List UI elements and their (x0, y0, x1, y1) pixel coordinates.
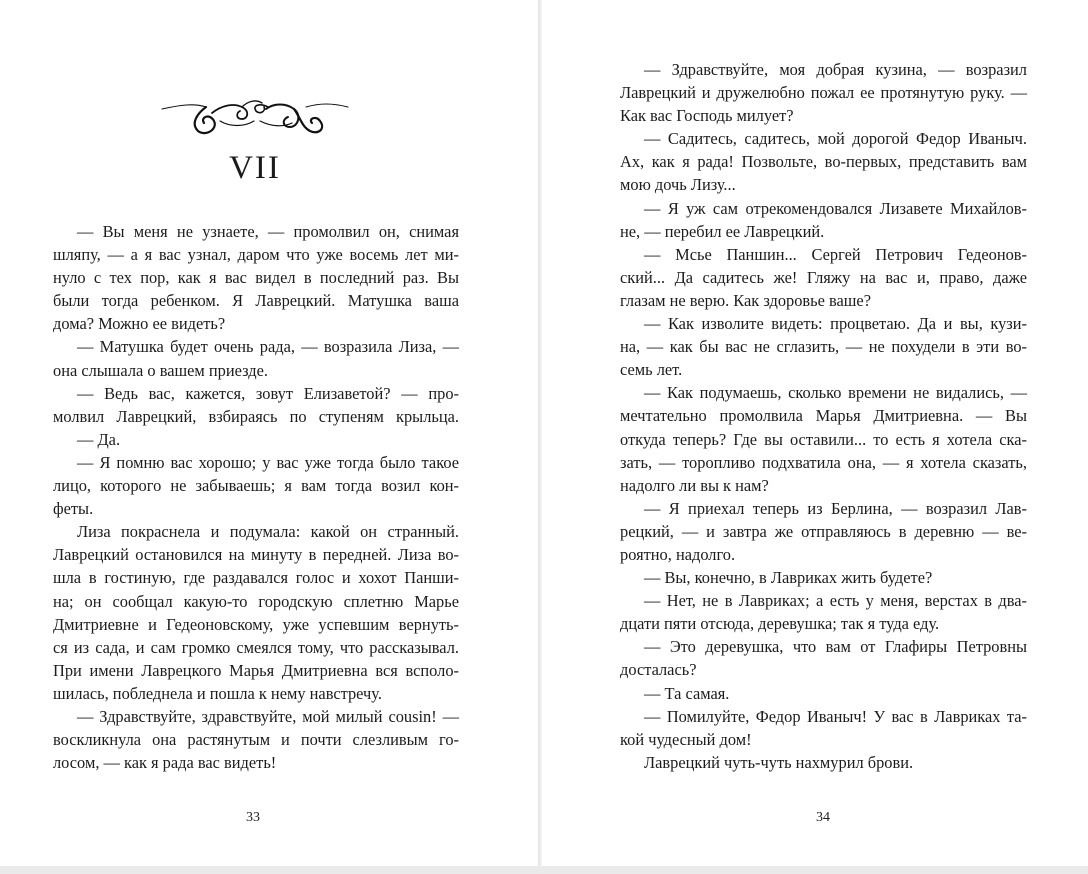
text-line: феты. (53, 499, 94, 519)
text-line: мою дочь Лизу... (620, 175, 736, 195)
text-line: — Помилуйте, Федор Иваныч! У вас в Лавриках та- (644, 706, 1027, 726)
text-line: — Вы, конечно, в Лавриках жить будете? (644, 568, 933, 588)
text-line: — Садитесь, садитесь, мой дорогой Федор Иваныч. (644, 129, 1027, 149)
text-line: — Ведь вас, кажется, зовут Елизаветой? — про- (77, 383, 459, 403)
text-line: глазам не верю. Как здоровье ваше? (620, 290, 871, 310)
text-line: шляпу, — а я вас узнал, даром что уже восемь лет ми- (53, 245, 459, 265)
text-line: шилась, побледнела и пошла к нему навстречу. (53, 683, 382, 703)
right-page (542, 0, 1088, 868)
text-line: лосом, — как я рада вас видеть! (53, 753, 277, 773)
text-line: дома? Можно ее видеть? (53, 314, 226, 334)
text-line: — Это деревушка, что вам от Глафиры Петровны (644, 637, 1027, 657)
right-page-text (620, 58, 1027, 774)
text-line: роятно, надолго. (620, 544, 736, 564)
text-line: — Здравствуйте, моя добрая кузина, — возразил (644, 60, 1027, 79)
page-bottom-shade (0, 866, 1088, 874)
text-line: — Мсье Паншин... Сергей Петрович Гедеонов- (644, 244, 1027, 264)
text-line: она слышала о вашем приезде. (53, 360, 268, 380)
text-line: зать, — торопливо подхватила она, — я хотела сказать, (620, 452, 1027, 472)
text-line: — Та самая. (644, 683, 730, 703)
text-line: дцати пяти отсюда, деревушка; так я туда еду. (620, 614, 940, 634)
text-line: молвил Лаврецкий, взбираясь по ступеням крыльца. (53, 406, 459, 426)
left-page (0, 0, 538, 868)
chapter-ornament-icon (160, 93, 350, 138)
text-line: — Матушка будет очень рада, — возразила Лиза, — (77, 337, 459, 357)
text-line: — Нет, не в Лавриках; а есть у меня, верстах в два- (644, 591, 1027, 611)
text-line: на; он сообщал какую-то городскую сплетню Марье (53, 591, 459, 611)
text-line: — Я приехал теперь из Берлина, — возразил Лав- (644, 498, 1027, 518)
page-number: 33 (246, 810, 260, 825)
text-line: Лаврецкий чуть-чуть нахмурил брови. (644, 752, 914, 772)
text-line: кой чудесный дом! (620, 729, 752, 749)
text-line: откуда теперь? Где вы оставили... то есть я хотела ска- (620, 429, 1027, 449)
text-line: рецкий, — и завтра же отправляюсь в деревню — ве- (620, 521, 1027, 541)
text-line: мечтательно промолвила Марья Дмитриевна. — Вы (620, 406, 1027, 426)
text-line: были тогда ребенком. Я Лаврецкий. Матушка ваша (53, 291, 459, 311)
text-line: шла в гостиную, где раздавался голос и хохот Панши- (53, 568, 459, 588)
text-line: не, — перебил ее Лаврецкий. (620, 221, 825, 241)
text-line: Лаврецкий и дружелюбно пожал ее протянутую руку. — (620, 83, 1027, 103)
text-line: лицо, которого не забываешь; я вам тогда возил кон- (53, 476, 459, 496)
chapter-number: VII (229, 150, 281, 186)
page-number: 34 (816, 810, 830, 825)
text-line: Дмитриевне и Гедеоновскому, уже успевшим вернуть- (53, 614, 459, 634)
text-line: Ах, как я рада! Позвольте, во-первых, представить вам (620, 152, 1027, 172)
text-line: ся из сада, и сам громко смеялся тому, что рассказывал. (53, 637, 459, 657)
text-line: — Да. (77, 429, 121, 449)
text-line: воскликнула она растянутым и почти слезливым го- (53, 730, 459, 750)
text-line: Лиза покраснела и подумала: какой он странный. (77, 522, 459, 542)
text-line: надолго ли вы к нам? (620, 475, 769, 495)
text-line: на, — как бы вас не сглазить, — не похудели в эти во- (620, 337, 1027, 357)
text-line: — Вы меня не узнаете, — промолвил он, снимая (77, 222, 459, 241)
text-line: — Здравствуйте, здравствуйте, мой милый cousin! — (77, 706, 459, 726)
text-line: Как вас Господь милует? (620, 106, 794, 126)
text-line: нуло с тех пор, как я вас видел в последний раз. Вы (53, 268, 459, 288)
text-line: ский... Да садитесь же! Гляжу на вас и, право, даже (620, 267, 1027, 287)
text-line: — Я уж сам отрекомендовался Лизавете Михайлов- (644, 198, 1027, 218)
text-line: семь лет. (620, 360, 683, 380)
text-line: При имени Лаврецкого Марья Дмитриевна вся всполо- (53, 660, 459, 680)
text-line: — Я помню вас хорошо; у вас уже тогда было такое (77, 452, 459, 472)
text-line: Лаврецкий остановился на минуту в передней. Лиза во- (53, 545, 459, 565)
text-line: — Как изволите видеть: процветаю. Да и вы, кузи- (644, 314, 1027, 334)
text-line: — Как подумаешь, сколько времени не видались, — (644, 383, 1027, 403)
left-page-text (53, 220, 459, 774)
text-line: досталась? (620, 660, 697, 680)
